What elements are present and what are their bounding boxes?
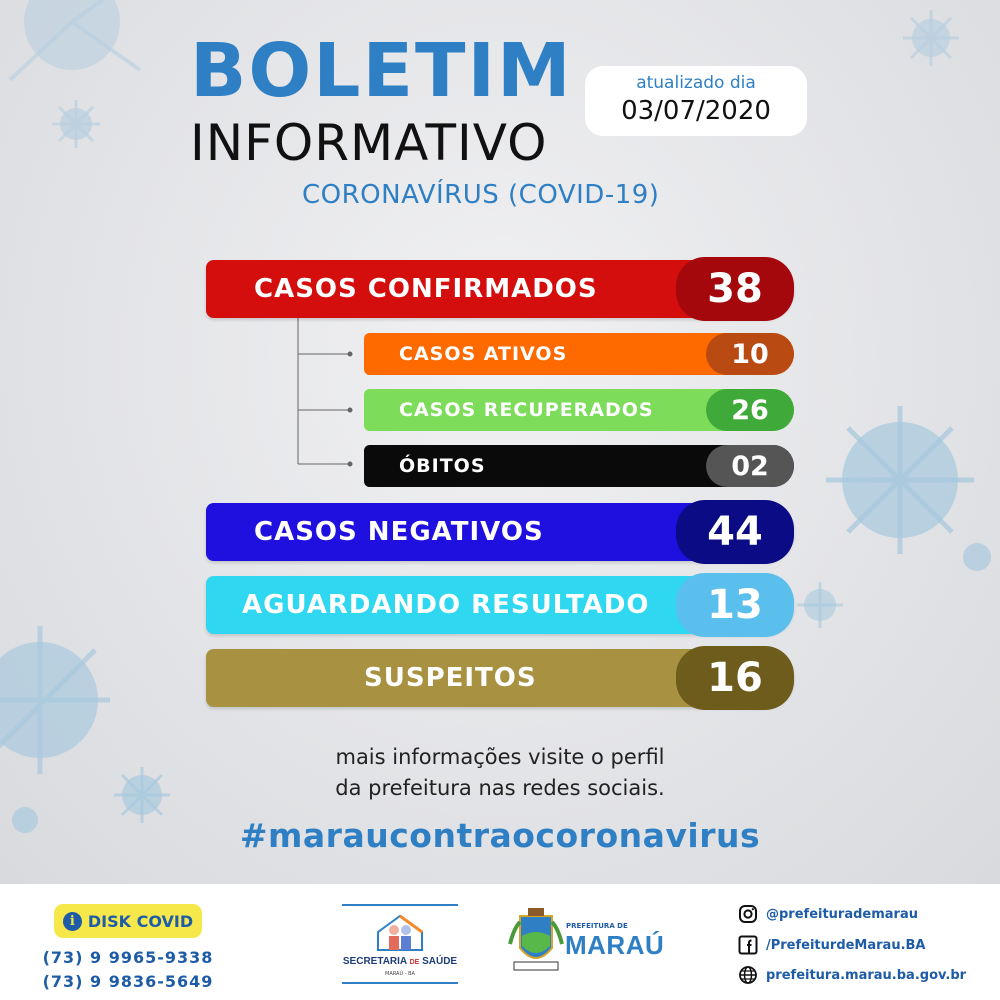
coat-of-arms-icon <box>508 908 564 976</box>
virus-icon <box>795 580 845 630</box>
info-line-1: mais informações visite o perfil <box>335 745 665 769</box>
instagram-handle: @prefeiturademarau <box>766 906 918 922</box>
page-title: BOLETIM <box>190 28 573 114</box>
prefeitura-de-text: PREFEITURA DE <box>566 922 628 930</box>
hashtag: #maraucontraocoronavirus <box>239 816 761 855</box>
tree-connector <box>290 318 360 468</box>
recovered-cases-value: 26 <box>706 389 794 431</box>
recovered-cases-bar <box>364 389 794 431</box>
globe-icon <box>738 965 758 985</box>
confirmed-cases-label: CASOS CONFIRMADOS <box>254 274 598 304</box>
update-date-label: atualizado dia <box>636 73 756 93</box>
update-date-value: 03/07/2020 <box>621 96 771 126</box>
prefeitura-marau-logo <box>508 900 665 986</box>
confirmed-cases-bar <box>206 260 794 318</box>
secretaria-word: SECRETARIA <box>342 956 407 967</box>
active-cases-value: 10 <box>706 333 794 375</box>
family-icon <box>372 910 428 954</box>
recovered-cases-label: CASOS RECUPERADOS <box>399 399 654 421</box>
awaiting-result-label: AGUARDANDO RESULTADO <box>242 590 650 620</box>
deaths-bar <box>364 445 794 487</box>
secretaria-subtext: MARAÚ - BA <box>385 971 415 977</box>
marau-text: MARAÚ <box>565 930 665 960</box>
active-cases-label: CASOS ATIVOS <box>399 343 568 365</box>
deaths-value: 02 <box>706 445 794 487</box>
topic-label: CORONAVÍRUS (COVID-19) <box>302 180 660 210</box>
info-text <box>0 742 1000 804</box>
confirmed-cases-value: 38 <box>676 257 794 321</box>
suspected-value: 16 <box>676 646 794 710</box>
facebook-icon <box>738 935 758 955</box>
update-date-badge <box>585 66 807 136</box>
virus-icon <box>903 10 959 66</box>
saude-word: SAÚDE <box>422 956 458 967</box>
virus-icon <box>52 100 100 148</box>
disk-covid-label: DISK COVID <box>87 911 194 931</box>
secretaria-saude-logo <box>342 904 458 984</box>
facebook-handle: /PrefeiturdeMarau.BA <box>766 937 926 953</box>
de-word: DE <box>409 959 420 966</box>
instagram-link[interactable] <box>738 904 918 924</box>
suspected-bar <box>206 649 794 707</box>
awaiting-result-bar <box>206 576 794 634</box>
suspected-label: SUSPEITOS <box>364 663 537 693</box>
info-icon: i <box>63 912 82 931</box>
phone-number-2[interactable]: (73) 9 9836-5649 <box>42 972 214 991</box>
negative-cases-label: CASOS NEGATIVOS <box>254 517 544 547</box>
deaths-label: ÓBITOS <box>399 455 486 477</box>
facebook-link[interactable] <box>738 935 926 955</box>
negative-cases-value: 44 <box>676 500 794 564</box>
website-link[interactable] <box>738 965 966 985</box>
instagram-icon <box>738 904 758 924</box>
awaiting-result-value: 13 <box>676 573 794 637</box>
info-line-2: da prefeitura nas redes sociais. <box>335 776 665 800</box>
negative-cases-bar <box>206 503 794 561</box>
disk-covid-badge <box>54 904 202 938</box>
website-url: prefeitura.marau.ba.gov.br <box>766 967 967 983</box>
phone-number-1[interactable]: (73) 9 9965-9338 <box>42 948 214 967</box>
active-cases-bar <box>364 333 794 375</box>
secretaria-text <box>342 956 458 967</box>
page-subtitle: INFORMATIVO <box>190 114 548 172</box>
virus-icon <box>955 535 999 579</box>
footer <box>0 884 1000 1000</box>
virus-icon <box>0 0 160 90</box>
